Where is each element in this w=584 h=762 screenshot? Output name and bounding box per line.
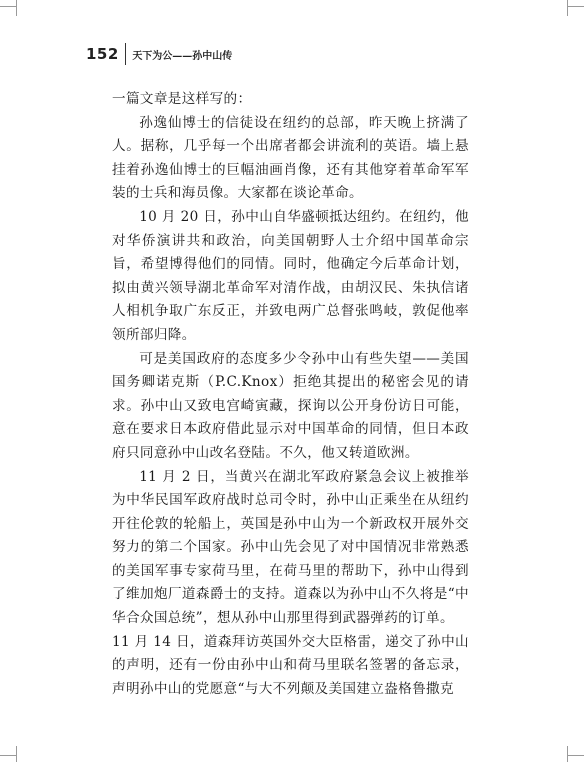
paragraph-nov-2: 11 月 2 日，当黄兴在湖北军政府紧急会议上被推举为中华民国军政府战时总司令时，孙中山正乘坐在从纽约开往伦敦的轮船上，英国是孙中山为一个新政权开展外交努力的第二个国家。孙中山先会见了对中国情况非常熟悉的美国军事专家荷马里，在荷马里的帮助下，孙中山得到了维加炮厂道森爵士的支持。道森以为孙中山不久将是“中华合众国总统”，想从孙中山那里得到武器弹药的订单。 xyxy=(112,468,469,627)
crop-mark-bottom-right-vertical xyxy=(567,746,568,762)
crop-mark-bottom-left-vertical xyxy=(16,746,17,762)
crop-mark-top-left-vertical xyxy=(16,0,17,16)
running-title: 天下为公——孙中山传 xyxy=(132,50,233,62)
crop-mark-top-left xyxy=(0,6,16,7)
page-header xyxy=(86,40,232,68)
header-divider xyxy=(125,43,127,65)
paragraph-intro: 一篇文章是这样写的： xyxy=(112,91,252,107)
paragraph-oct-20: 10 月 20 日，孙中山自华盛顿抵达纽约。在纽约，他对华侨演讲共和政治，向美国朝野人士介绍中国革命宗旨，希望博得他们的同情。同时，他确定今后革命计划，拟由黄兴领导湖北革命军对清作战，由胡汉民、朱执信诸人相机争取广东反正，并致电两广总督张鸣岐，敦促他率领所部归降。 xyxy=(112,208,469,343)
paragraph-us-government: 可是美国政府的态度多少令孙中山有些失望——美国国务卿诺克斯（P.C.Knox）拒绝其提出的秘密会见的请求。孙中山又致电宫崎寅藏，探询以公开身份访日可能，意在要求日本政府借此显示对中国革命的同情，但日本政府只同意孙中山改名登陆。不久，他又转道欧洲。 xyxy=(112,350,469,461)
crop-mark-top-right-vertical xyxy=(567,0,568,16)
body-text xyxy=(112,88,469,701)
crop-mark-top-right xyxy=(568,6,584,7)
paragraph-quote: 孙逸仙博士的信徒设在纽约的总部，昨天晚上挤满了人。据称，几乎每一个出席者都会讲流利的英语。墙上悬挂着孙逸仙博士的巨幅油画肖像，还有其他穿着革命军军装的士兵和海员像。大家都在谈论革命。 xyxy=(112,114,469,202)
page-number: 152 xyxy=(86,45,119,63)
crop-mark-bottom-right xyxy=(568,755,584,756)
paragraph-nov-14: 11 月 14 日，道森拜访英国外交大臣格雷，递交了孙中山的声明，还有一份由孙中山和荷马里联名签署的备忘录，声明孙中山的党愿意“与大不列颠及美国建立盎格鲁撒克 xyxy=(112,633,469,697)
crop-mark-bottom-left xyxy=(0,755,16,756)
